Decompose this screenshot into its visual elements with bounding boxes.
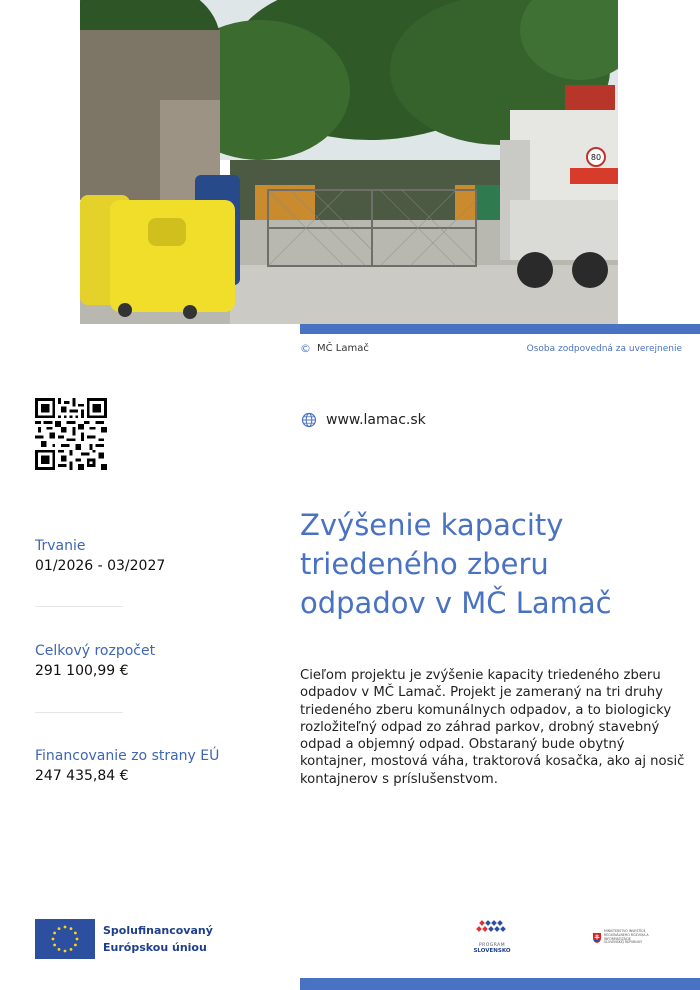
eu-funding-value: 247 435,84 € — [35, 768, 129, 784]
copyright-icon: © — [300, 342, 311, 355]
photo-author: MČ Lamač — [317, 343, 369, 354]
eu-star-icon — [76, 938, 79, 941]
speed-sign-text: 80 — [590, 153, 602, 162]
eu-text-line1: Spolufinancovaný — [103, 924, 213, 937]
eu-star-icon — [58, 948, 61, 951]
budget-value: 291 100,99 € — [35, 663, 129, 679]
bottom-accent-bar — [300, 978, 700, 990]
eu-star-icon — [64, 926, 67, 929]
program-slovensko-icon — [472, 919, 512, 937]
budget-block — [35, 642, 275, 681]
divider — [35, 712, 123, 713]
slovensko-label: SLOVENSKO — [473, 948, 511, 954]
program-label: PROGRAM — [478, 943, 506, 948]
responsible-person-note: Osoba zodpovedná za uverejnenie — [526, 344, 682, 354]
eu-funding-label: Financovanie zo strany EÚ — [35, 748, 220, 764]
eu-funding-block — [35, 747, 275, 786]
divider — [35, 606, 123, 607]
eu-star-icon — [70, 948, 73, 951]
duration-label: Trvanie — [35, 538, 86, 554]
ministry-name: MINISTERSTVO INVESTÍCIÍ, REGIONÁLNEHO ROZVOJA A INFORMATIZÁCIE SLOVENSKEJ REPUBLIKY — [604, 929, 649, 945]
globe-icon — [301, 412, 317, 428]
eu-flag-icon — [35, 919, 95, 959]
ministry-logo — [593, 930, 650, 945]
hero-photo — [80, 0, 618, 324]
budget-label: Celkový rozpočet — [35, 643, 156, 659]
slovak-coat-of-arms-icon — [593, 933, 601, 943]
eu-text-line2: Európskou úniou — [103, 941, 207, 954]
eu-cofunded-logo — [35, 919, 213, 959]
top-accent-bar — [300, 324, 700, 334]
website-link[interactable] — [301, 412, 426, 428]
eu-star-icon — [74, 932, 77, 935]
eu-star-icon — [64, 950, 67, 953]
qr-code[interactable] — [35, 398, 107, 470]
eu-star-icon — [53, 944, 56, 947]
website-url[interactable]: www.lamac.sk — [326, 412, 426, 428]
project-description: Cieľom projektu je zvýšenie kapacity triedeného zberu odpadov v MČ Lamač. Projekt je zameraný na tri druhy triedeného zberu komunálnych odpadov, a to biologicky rozložiteľný odpad zo záhrad parkov, drobný stavebný odpad a objemný odpad. Obstaraný bude obytný kontajner, mostová váha, traktorová kosačka, ako aj nosič kontajnerov s príslušenstvom. — [300, 668, 685, 787]
duration-value: 01/2026 - 03/2027 — [35, 558, 166, 574]
eu-star-icon — [53, 932, 56, 935]
eu-star-icon — [58, 927, 61, 930]
program-slovensko-logo — [470, 919, 514, 954]
eu-star-icon — [52, 938, 55, 941]
eu-star-icon — [74, 944, 77, 947]
waste-yard-image — [80, 0, 618, 324]
project-title: Zvýšenie kapacity triedeného zberu odpadov v MČ Lamač — [300, 508, 612, 620]
duration-block — [35, 537, 275, 576]
photo-credit — [300, 342, 369, 355]
eu-star-icon — [70, 927, 73, 930]
